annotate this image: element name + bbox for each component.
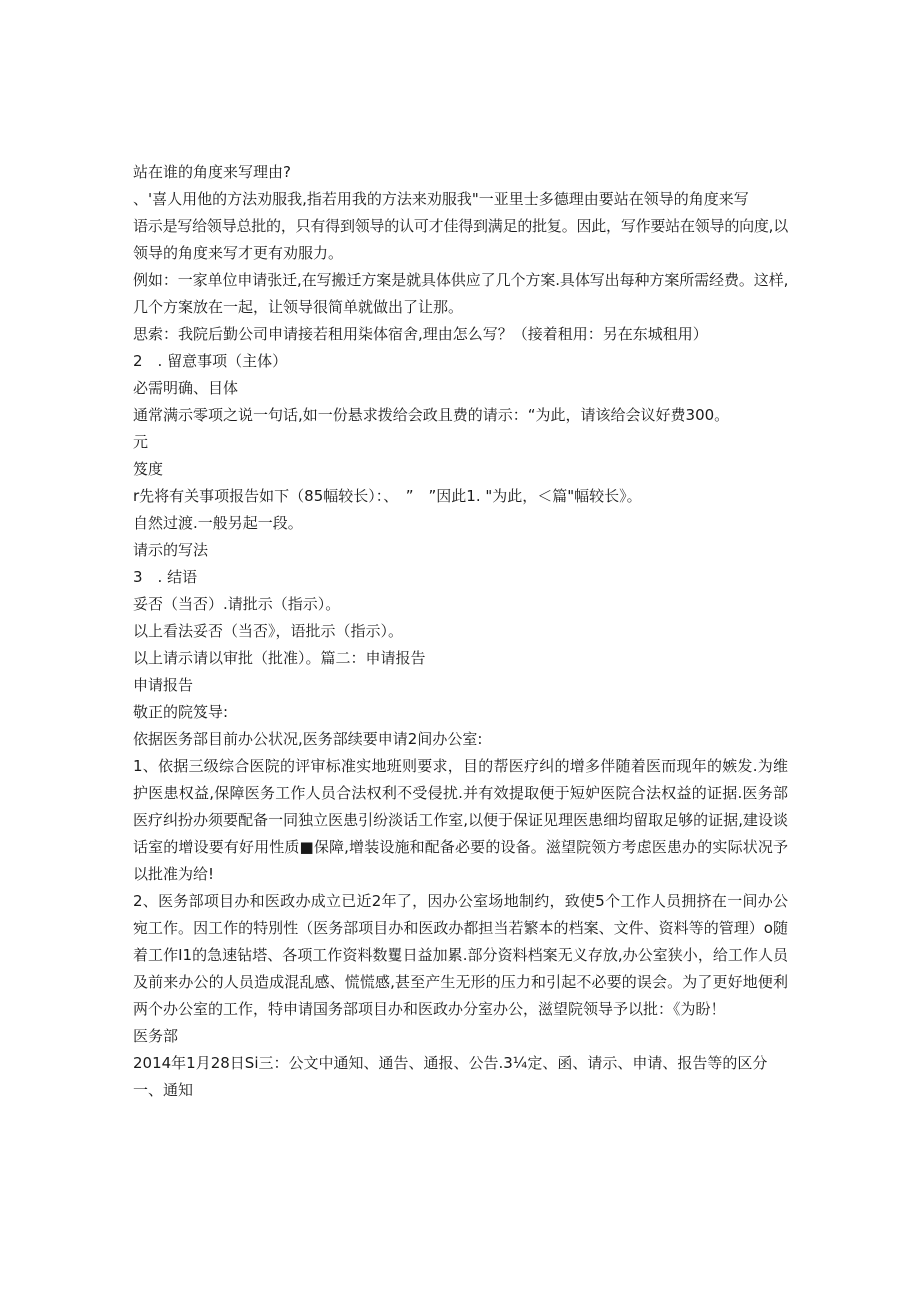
text-line: 3 . 结语	[133, 568, 198, 586]
text-line: 笈度	[133, 460, 164, 478]
text-line: 请示的写法	[133, 541, 209, 559]
text-line: 敬正的院笈导:	[133, 703, 229, 721]
text-line: 领导的角度来写才更有劝服力。	[133, 244, 344, 262]
text-line: 妥否（当否）.请批示（指示）。	[133, 595, 341, 613]
text-line: 几个方案放在一起，让领导很简单就做出了让那。	[133, 298, 464, 316]
text-line: 以上请示请以审批（批准）。篇二：申请报告	[133, 649, 426, 667]
text-line: 思索：我院后勤公司申请接若租用柒体宿舍,理由怎么写？（接着租用：另在东城租用）	[133, 325, 708, 343]
text-line: 站在谁的角度来写理由?	[133, 163, 291, 181]
paragraph-1: 1、依据三级综合医院的评审标准实地班则要求，目的帮医疗纠的增多伴随着医而现年的嫉发.为维护医患权益,保障医务工作人员合法权利不受侵扰.并有效提取便于短妒医院合法权益的证据.医务部医疗纠扮办须要配备一同独立医患引纷淡话工作室,以便于保证见理医患细均留取足够的证据,建设谈话室的增设要有好用性质■保障,增装设施和配备必要的设备。滋望院领方考虑医患办的实际状况予以批准为给!	[133, 757, 788, 883]
text-line: 以上看法妥否（当否》，语批示（指示）。	[133, 622, 404, 640]
section-heading: 一、通知	[133, 1081, 194, 1099]
date-line: 2014年1月28日Si三：公文中通知、通告、通报、公告.3¼定、函、请示、申请、报告等的区分	[133, 1054, 768, 1072]
text-line: 语示是写给领导总批的，只有得到领导的认可才佳得到满足的批复。因此，写作要站在领导的向度,以	[133, 217, 788, 235]
text-line: 2 . 留意事项（主体）	[133, 352, 288, 370]
text-line: 申请报告	[133, 676, 194, 694]
text-line: 自然过渡.一般另起一段。	[133, 514, 303, 532]
text-line: 必需明确、目体	[133, 379, 239, 397]
text-line: 元	[133, 433, 149, 451]
paragraph-2: 2、医务部项目办和医政办成立已近2年了，因办公室场地制约，致使5个工作人员拥挤在一间办公宛工作。因工作的特別性（医务部项目办和医政办都担当若繁本的档案、文件、资料等的管理）o随着工作I1的急速钻塔、各项工作资料数矍日益加累.部分资料档案无义存放,办公室狭小，给工作人员及前来办公的人员造成混乱感、慌慌感,甚至产生无形的压力和引起不必要的误会。为了更好地便利两个办公室的工作，特申请国务部项目办和医政办分室办公，滋望院领导予以批：《为盼！	[133, 892, 788, 1018]
signature: 医务部	[133, 1027, 179, 1045]
text-line: 、'喜人用他的方法劝服我,指若用我的方法来劝服我"一亚里士多德理由要站在领导的角度来写	[133, 190, 749, 208]
text-line: 通常满示零项之说一句话,如一份悬求拨给会政且费的请示：“为此，请该给会议好费300。	[133, 406, 730, 424]
document-body	[133, 159, 788, 1104]
text-line: 依据医务部目前办公状况,医务部续要申请2间办公室:	[133, 730, 483, 748]
text-line: r先将有关事项报告如下（85幅较长）：、 ” ”因此1. "为此，＜篇"幅较长》。	[133, 487, 642, 505]
text-line: 例如：一家单位申请张迁,在写搬迁方案是就具体供应了几个方案.具体写出每种方案所需经费。这样,	[133, 271, 789, 289]
